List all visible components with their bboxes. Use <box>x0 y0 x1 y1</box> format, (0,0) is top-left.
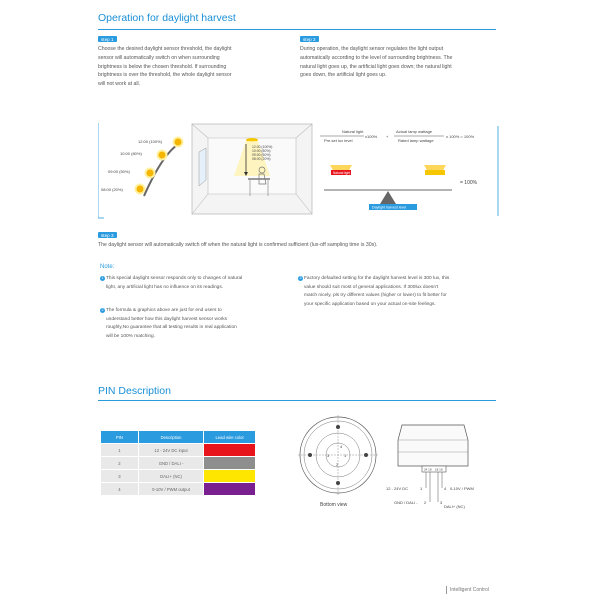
step1-line: brightness is below the chosen threshold. If surrounding <box>98 63 227 70</box>
desc-cell: 0-10V / PWM output <box>138 483 204 496</box>
wire-label: GND / DALI - <box>394 500 418 505</box>
window-icon <box>199 148 206 186</box>
daylight-diagram <box>98 118 500 220</box>
step3-text: The daylight sensor will automatically switch off when the natural light is confirmed sufficient (lux-off sampling time is 30s). <box>98 242 378 248</box>
sun-icon <box>136 185 145 194</box>
step2-line: goes down, the artificial light goes up. <box>300 72 387 79</box>
note-line: your specific application based on your actual on-site feelings. <box>304 301 436 307</box>
table-row <box>101 457 256 470</box>
step3-badge: step 3 <box>98 232 117 238</box>
desc-cell: 12 - 24V DC input <box>138 444 204 457</box>
step1-line: brightness is over the threshold, the whole daylight sensor <box>98 72 232 79</box>
time-label: 10:00 (80%) <box>120 151 142 156</box>
formula-natural: Natural light <box>342 129 364 134</box>
note-line: value should suit most of general applications. If 300lux doesn't <box>304 284 439 290</box>
note-item-2 <box>100 307 288 341</box>
note-number: 1 <box>101 275 104 280</box>
time-label: 08:00 (20%) <box>101 187 123 192</box>
note-item-1 <box>100 275 288 292</box>
step2-line: natural light goes up, the artificial light goes down; the natural light <box>300 63 452 70</box>
natural-light-tag: Natural light <box>333 170 351 175</box>
bottom-view-label: Bottom view <box>320 502 348 508</box>
step2-text <box>300 45 498 80</box>
pin-header: Description <box>138 431 204 444</box>
section-title-pin: PIN Description <box>98 385 171 397</box>
pin-label: 1 <box>420 486 423 491</box>
formula-actual: Actual lamp wattage <box>396 129 433 134</box>
note-line: This special daylight sensor responds only to changes of natural <box>106 276 243 281</box>
step1-badge: step 1 <box>98 36 117 42</box>
wire-color-cell <box>204 483 256 496</box>
room-time-label: 09:00 (50%) <box>252 153 271 157</box>
pin-title-underline <box>98 400 496 401</box>
formula-plus: + <box>386 134 389 139</box>
pin-number: 2 <box>336 462 339 467</box>
note-item-3 <box>298 275 498 309</box>
note-number: 2 <box>101 307 104 312</box>
pin-cell: 4 <box>101 483 139 496</box>
pin-header: PIN <box>101 431 139 444</box>
pin-number: 3 <box>327 453 330 458</box>
pin-label: 4 <box>444 486 447 491</box>
wire-label: 0-10V / PWM <box>450 486 474 491</box>
time-label: 12:00 (100%) <box>138 139 163 144</box>
pin-label: 3 <box>440 500 443 505</box>
room-time-label: 08:00 (20%) <box>252 157 271 161</box>
pin-cell: 2 <box>101 457 139 470</box>
pin-header: Lead wire color <box>204 431 256 444</box>
balance-pivot <box>380 191 396 204</box>
sun-icon <box>146 169 155 178</box>
step2-line: automatically according to the level of surrounding brightness. The <box>300 54 453 61</box>
pin-table <box>100 430 256 496</box>
step1-line: will not work at all. <box>98 81 141 88</box>
formula-preset: Pre-set lux level <box>324 138 353 143</box>
pin-label: 2 <box>424 500 427 505</box>
note-line: will be 100% matching. <box>106 333 156 339</box>
table-row <box>101 444 256 457</box>
desc-cell: DALI+ (NC) <box>138 470 204 483</box>
sun-icon <box>158 151 167 160</box>
room-time-label: 12:00 (100%) <box>252 145 273 149</box>
step1-line: sensor will automatically switch on when surrounding <box>98 54 220 61</box>
pin-cell: 3 <box>101 470 139 483</box>
pin-number: 1 <box>344 453 347 458</box>
desc-cell: GND / DALI - <box>138 457 204 470</box>
step2-line: During operation, the daylight sensor regulates the light output <box>300 46 444 52</box>
room-time-label: 10:00 (80%) <box>252 149 271 153</box>
wire-color-cell <box>204 444 256 457</box>
note-line: roughly,No guarantee that all testing results in real application <box>106 325 237 331</box>
formula-rated: Rated lamp wattage <box>398 138 434 143</box>
side-view-diagram <box>382 420 492 512</box>
bottom-view-diagram <box>298 410 384 512</box>
formula-x100-result: x 100% = 100% <box>446 134 475 139</box>
wire-label: DALI+ (NC) <box>444 504 465 509</box>
formula-x100: x100% <box>365 134 378 139</box>
note-line: The formula & graphics above are just for end users to <box>106 308 222 313</box>
table-row <box>101 483 256 496</box>
wire-label: 12 - 24V DC <box>386 486 409 491</box>
step1-line: Choose the desired daylight sensor threshold, the daylight <box>98 46 232 52</box>
eq-100: = 100% <box>460 180 478 186</box>
table-row <box>101 470 256 483</box>
wire-color-cell <box>204 470 256 483</box>
step1-text <box>98 45 296 89</box>
pin-cell: 1 <box>101 444 139 457</box>
room-illustration <box>192 124 312 214</box>
title-underline <box>98 29 496 30</box>
level-label: Daylight harvest level <box>372 205 407 210</box>
pin-table-header <box>101 431 256 444</box>
note-line: light, any artificial light has no influence on its readings. <box>106 284 224 290</box>
footer-text: Intelligent Control <box>450 587 489 593</box>
step2-badge: step 2 <box>300 36 319 42</box>
tag-label: 18 18 <box>435 467 443 472</box>
pin-number: 4 <box>340 444 343 449</box>
note-number: 3 <box>299 275 302 280</box>
section-title-daylight: Operation for daylight harvest <box>98 12 236 24</box>
note-line: match nicely, pls try different values (higher or lower) to fit better for <box>304 293 447 299</box>
note-line: Factory defaulted setting for the daylight harvest level is 300 lux, this <box>304 276 450 281</box>
time-label: 09:00 (50%) <box>108 169 130 174</box>
note-line: understand better how this daylight harvest sensor works <box>106 316 228 322</box>
wire-color-cell <box>204 457 256 470</box>
note-title: Note: <box>100 264 115 270</box>
footer-divider <box>446 586 447 594</box>
tag-label: 24 18 <box>424 467 432 472</box>
sun-icon <box>174 138 183 147</box>
